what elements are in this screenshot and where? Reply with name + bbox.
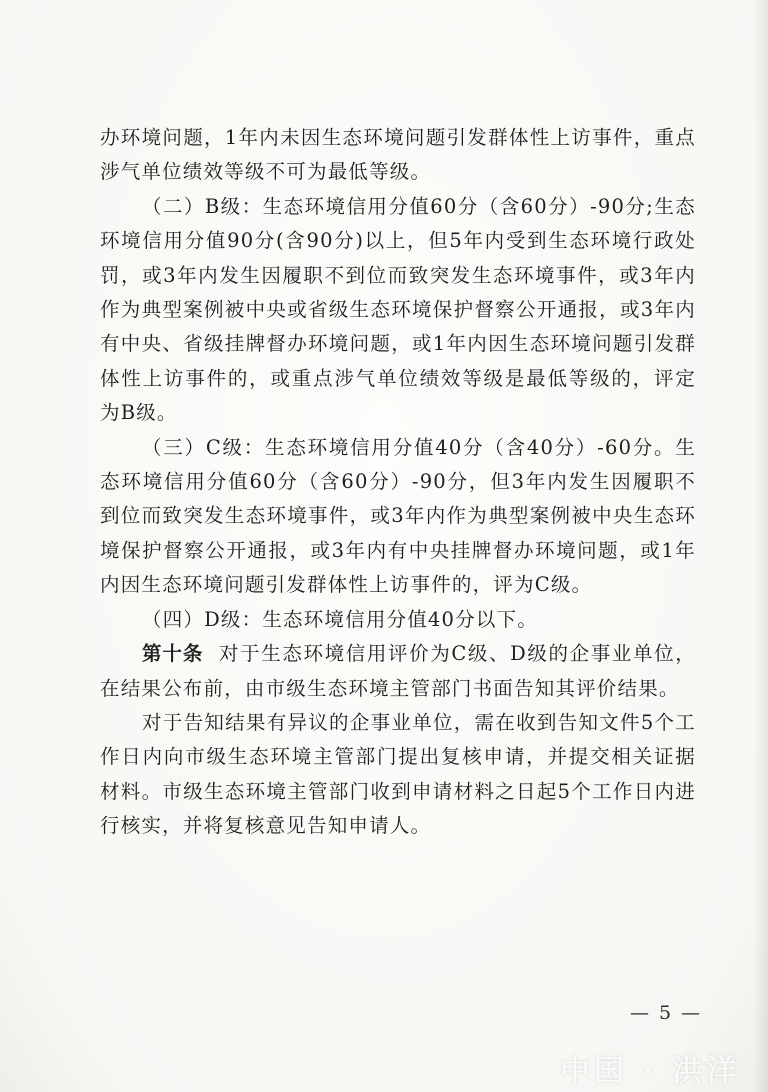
paragraph-grade-c: （三）C级：生态环境信用分值40分（含40分）-60分。生态环境信用分值60分（含60分）-90分，但3年内发生因履职不到位而致突发生态环境事件，或3年内作为典型案例被中央生态环境保护督察公开通报，或3年内有中央挂牌督办环境问题，或1年内因生态环境问题引发群体性上访事件的，评为C级。 xyxy=(100,435,696,597)
paragraph-article-10 xyxy=(100,637,696,706)
paragraph-1: 办环境问题，1年内未因生态环境问题引发群体性上访事件，重点涉气单位绩效等级不可为最低等级。 xyxy=(100,126,696,184)
paragraph-grade-b: （二）B级：生态环境信用分值60分（含60分）-90分;生态环境信用分值90分(含90分)以上，但5年内受到生态环境行政处罚，或3年内发生因履职不到位而致突发生态环境事件，或3年内作为典型案例被中央或省级生态环境保护督察公开通报，或3年内有中央、省级挂牌督办环境问题，或1年内因生态环境问题引发群体性上访事件的，或重点涉气单位绩效等级是最低等级的，评定为B级。 xyxy=(100,194,696,425)
article-number: 第十条 xyxy=(142,642,204,666)
paragraph-review: 对于告知结果有异议的企事业单位，需在收到告知文件5个工作日内向市级生态环境主管部门提出复核申请，并提交相关证据材料。市级生态环境主管部门收到申请材料之日起5个工作日内进行核实，并将复核意见告知申请人。 xyxy=(100,710,696,838)
document-body xyxy=(100,121,696,844)
page-edge-shadow xyxy=(754,0,768,1092)
article-10-text: 对于生态环境信用评价为C级、D级的企事业单位，在结果公布前，由市级生态环境主管部门书面告知其评价结果。 xyxy=(100,642,696,700)
watermark: 中国 · 洪洋 xyxy=(560,1054,741,1089)
paragraph-grade-d: （四）D级：生态环境信用分值40分以下。 xyxy=(142,607,538,631)
page-number: — 5 — xyxy=(630,1002,703,1024)
